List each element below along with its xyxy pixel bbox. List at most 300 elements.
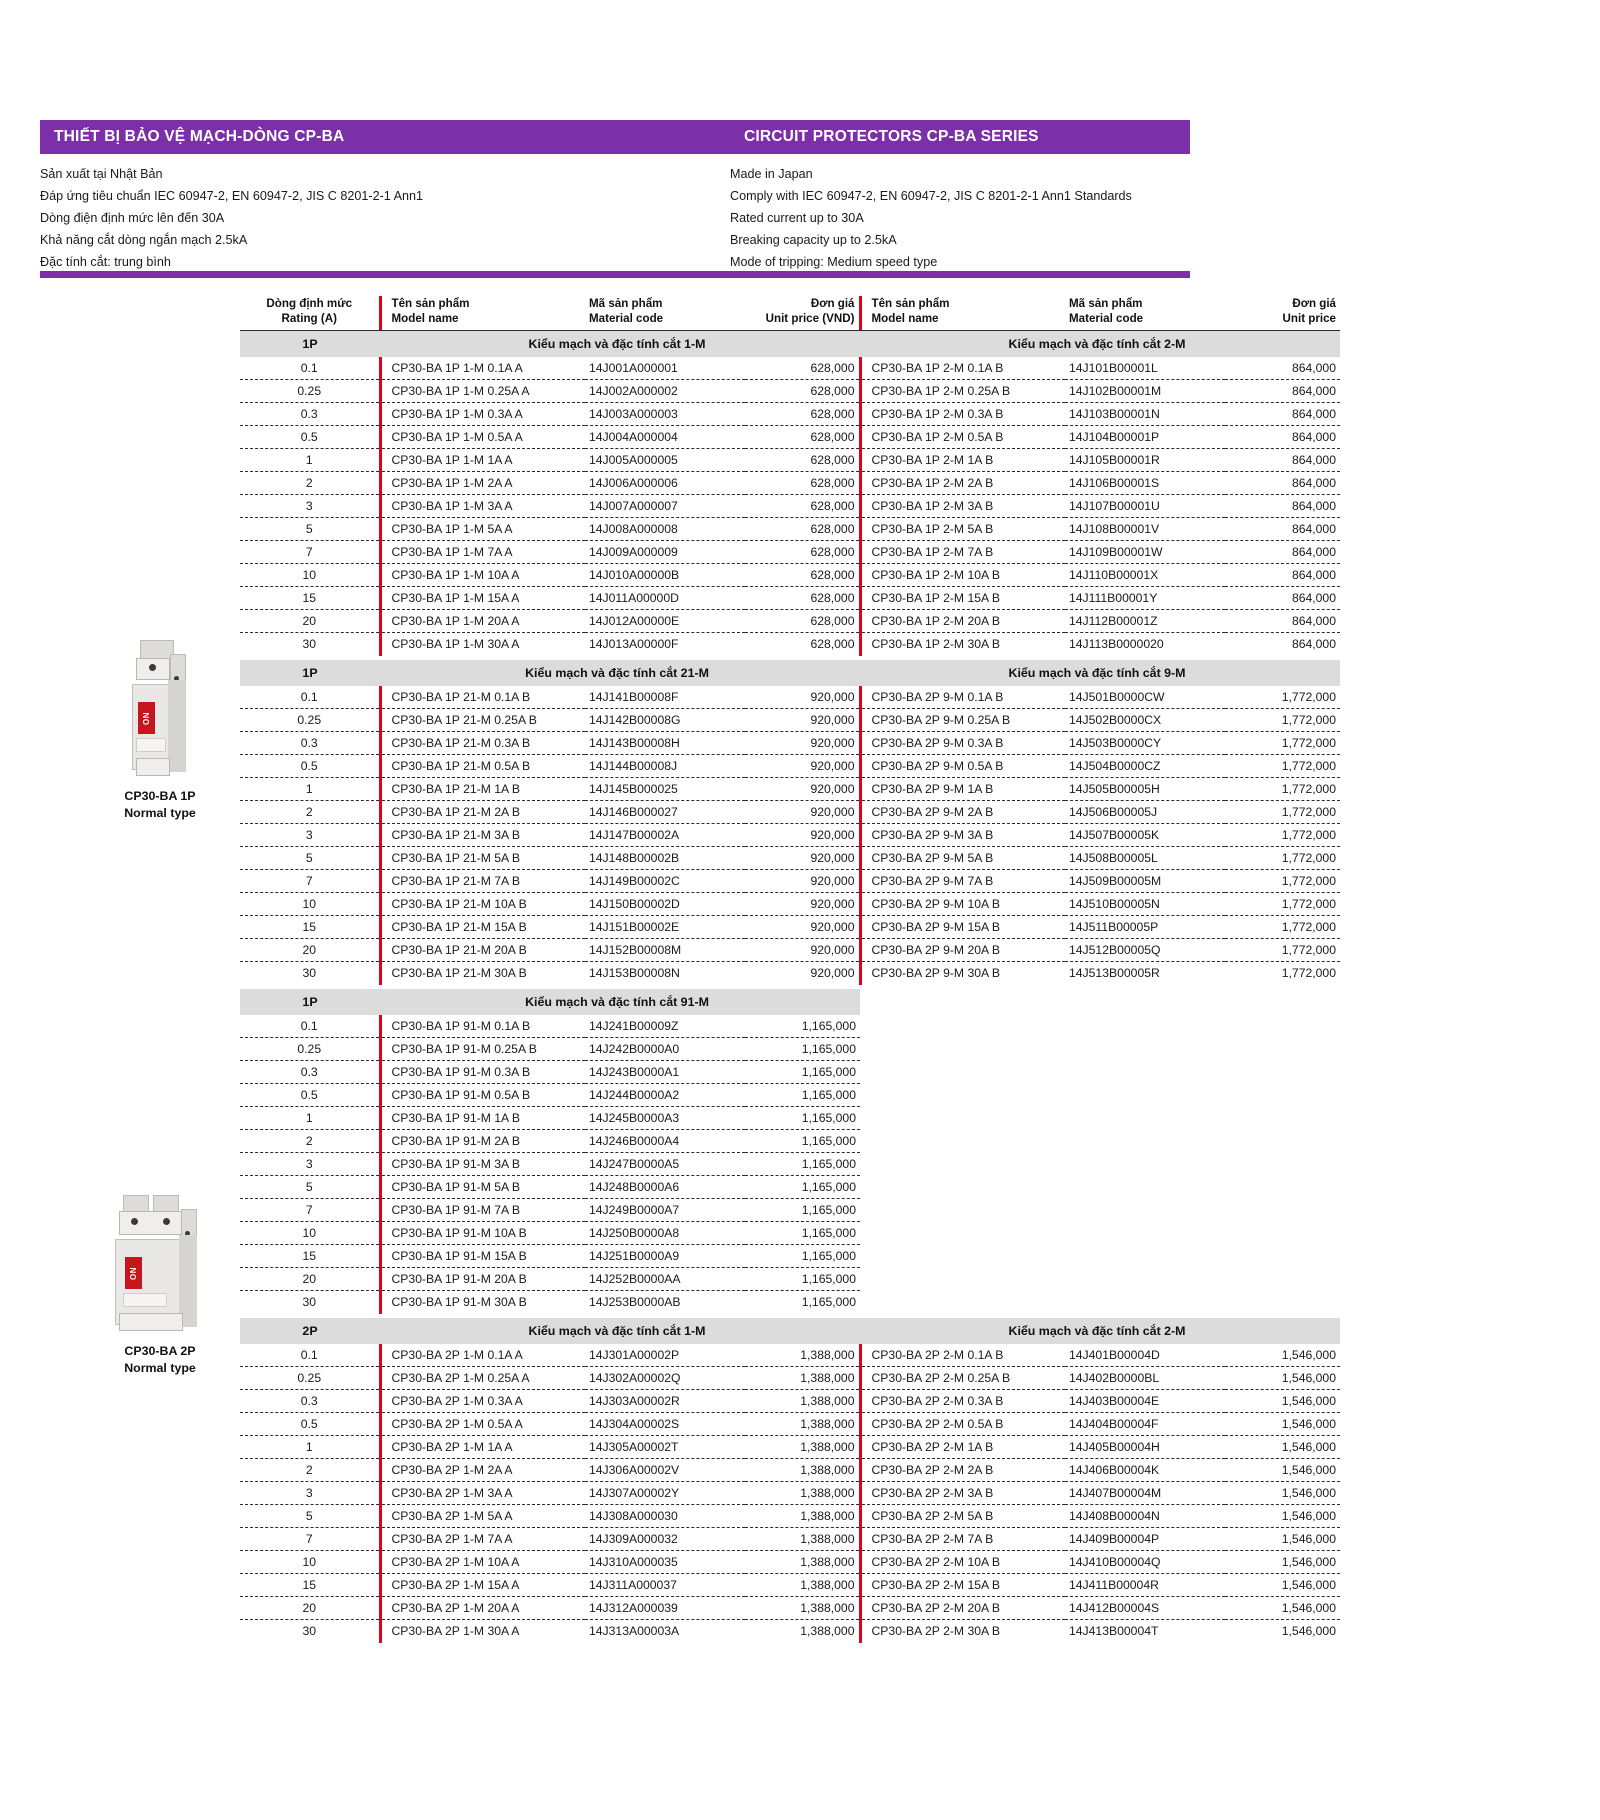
cell-empty: [860, 1245, 1065, 1268]
cell-model-right: CP30-BA 1P 2-M 10A B: [860, 564, 1065, 587]
cell-rating: 20: [240, 1268, 380, 1291]
cell-rating: 3: [240, 824, 380, 847]
cell-empty: [1065, 1153, 1225, 1176]
cell-price-left: 628,000: [745, 610, 860, 633]
cell-price-left: 1,388,000: [745, 1344, 860, 1367]
cell-rating: 5: [240, 518, 380, 541]
cell-model-right: CP30-BA 2P 9-M 3A B: [860, 824, 1065, 847]
cell-price-right: 864,000: [1225, 587, 1340, 610]
cell-model-left: CP30-BA 1P 91-M 10A B: [380, 1222, 585, 1245]
cell-price-left: 628,000: [745, 357, 860, 380]
cell-code-right: 14J105B00001R: [1065, 449, 1225, 472]
cell-empty: [1065, 1176, 1225, 1199]
cell-price-right: 864,000: [1225, 357, 1340, 380]
subtext-vi-line: Dòng điện định mức lên đến 30A: [40, 211, 225, 225]
figure-caption-1p: [55, 788, 265, 822]
cell-empty: [860, 1130, 1065, 1153]
table-row: [240, 610, 1340, 633]
cell-rating: 2: [240, 1459, 380, 1482]
cell-model-left: CP30-BA 1P 91-M 2A B: [380, 1130, 585, 1153]
cell-price-right: 864,000: [1225, 495, 1340, 518]
cell-code-right: 14J513B00005R: [1069, 966, 1160, 981]
cell-code-right: 14J106B00001S: [1065, 472, 1225, 495]
cell-code-right: 14J410B00004Q: [1065, 1551, 1225, 1574]
table-row: [240, 1061, 1340, 1084]
cell-empty: [1065, 1107, 1225, 1130]
cell-price-left: 628,000: [745, 541, 860, 564]
cell-price-left: 1,165,000: [745, 1084, 860, 1107]
cell-model-left: CP30-BA 1P 1-M 5A A: [380, 518, 585, 541]
col-header-model-en: Model name: [391, 312, 459, 325]
table-row: [240, 1245, 1340, 1268]
cell-price-right: 864,000: [1291, 637, 1336, 652]
cell-price-left: 628,000: [810, 637, 855, 652]
cell-price-right: 864,000: [1225, 564, 1340, 587]
header-subtext-row: [40, 163, 1190, 273]
cell-model-left: CP30-BA 1P 21-M 0.3A B: [380, 732, 585, 755]
cell-model-right: CP30-BA 2P 9-M 1A B: [860, 778, 1065, 801]
cell-empty: [1225, 1199, 1340, 1222]
cell-code-left: 14J248B0000A6: [585, 1176, 745, 1199]
cell-price-left: 1,388,000: [745, 1482, 860, 1505]
cell-code-left: 14J149B00002C: [585, 870, 745, 893]
table-body: [240, 331, 1340, 1643]
cell-price-right: 1,772,000: [1281, 966, 1336, 981]
cell-model-right: CP30-BA 2P 9-M 7A B: [860, 870, 1065, 893]
cell-price-right: 1,772,000: [1225, 870, 1340, 893]
cell-price-right: 864,000: [1225, 610, 1340, 633]
cell-code-left: 14J153B00008N: [589, 966, 680, 981]
cell-code-right: 14J412B00004S: [1065, 1597, 1225, 1620]
col-header-model-left: [380, 296, 585, 330]
cell-model-left: CP30-BA 2P 1-M 2A A: [380, 1459, 585, 1482]
cell-code-left: 14J242B0000A0: [585, 1038, 745, 1061]
cell-price-right: 1,546,000: [1225, 1367, 1340, 1390]
table-row: [240, 1344, 1340, 1367]
table-row: [240, 472, 1340, 495]
cell-price-left: 628,000: [745, 518, 860, 541]
subtext-english: [730, 163, 1190, 273]
cell-model-left: CP30-BA 1P 1-M 10A A: [380, 564, 585, 587]
cell-price-left: 1,165,000: [745, 1107, 860, 1130]
cell-rating: 0.1: [240, 1015, 380, 1038]
cell-model-right: CP30-BA 1P 2-M 0.3A B: [860, 403, 1065, 426]
cell-price-left: 1,388,000: [745, 1436, 860, 1459]
cell-rating: 0.25: [240, 709, 380, 732]
cell-code-right: 14J408B00004N: [1065, 1505, 1225, 1528]
cell-model-right: CP30-BA 1P 2-M 0.5A B: [860, 426, 1065, 449]
table-row: [240, 1176, 1340, 1199]
cell-model-right: CP30-BA 2P 9-M 20A B: [860, 939, 1065, 962]
cell-empty: [1065, 1291, 1225, 1314]
product-figure-2p: [55, 1195, 265, 1377]
cell-code-right: 14J503B0000CY: [1065, 732, 1225, 755]
cell-empty: [860, 1222, 1065, 1245]
cell-price-left: 920,000: [745, 893, 860, 916]
cell-code-right: 14J107B00001U: [1065, 495, 1225, 518]
cell-model-left: CP30-BA 1P 91-M 30A B: [380, 1291, 585, 1314]
cell-code-left: 14J011A00000D: [585, 587, 745, 610]
table-row: [240, 1574, 1340, 1597]
section-title-left: Kiểu mạch và đặc tính cắt 21-M: [380, 660, 860, 686]
cell-model-right: CP30-BA 1P 2-M 3A B: [860, 495, 1065, 518]
cell-price-left: 920,000: [745, 686, 860, 709]
cell-price-left: 920,000: [745, 824, 860, 847]
section-header-row: [240, 1318, 1340, 1344]
table-row: [240, 939, 1340, 962]
subtext-en-line: Made in Japan: [730, 167, 813, 181]
cell-model-right: CP30-BA 2P 9-M 2A B: [860, 801, 1065, 824]
cell-code-left: 14J147B00002A: [585, 824, 745, 847]
cell-model-right: CP30-BA 2P 9-M 0.25A B: [860, 709, 1065, 732]
cell-model-right: CP30-BA 2P 2-M 30A B: [860, 1620, 1065, 1643]
cell-price-right: 1,772,000: [1225, 686, 1340, 709]
cell-model-right: CP30-BA 2P 9-M 0.5A B: [860, 755, 1065, 778]
cell-empty: [1225, 1130, 1340, 1153]
cell-model-right: CP30-BA 1P 2-M 0.1A B: [860, 357, 1065, 380]
cell-rating: 0.5: [240, 426, 380, 449]
cell-price-left: 1,165,000: [745, 1153, 860, 1176]
cell-empty: [860, 1199, 1065, 1222]
section-title-left: Kiểu mạch và đặc tính cắt 1-M: [380, 331, 860, 357]
table-row: [240, 893, 1340, 916]
cell-rating: 3: [240, 495, 380, 518]
cell-model-left: CP30-BA 2P 1-M 0.1A A: [380, 1344, 585, 1367]
subtext-vi-line: Sản xuất tại Nhật Bản: [40, 167, 163, 181]
cell-model-right: CP30-BA 2P 2-M 0.25A B: [860, 1367, 1065, 1390]
table-row: [240, 1482, 1340, 1505]
cell-price-left: 1,165,000: [745, 1176, 860, 1199]
cell-empty: [1065, 1061, 1225, 1084]
cell-code-right: 14J501B0000CW: [1065, 686, 1225, 709]
cell-price-left: 628,000: [745, 472, 860, 495]
cell-code-left: 14J312A000039: [585, 1597, 745, 1620]
banner-english: [730, 120, 1190, 154]
cell-rating: 30: [302, 637, 317, 652]
cell-code-left: 14J151B00002E: [585, 916, 745, 939]
cell-rating: 0.25: [240, 1367, 380, 1390]
cell-code-right: 14J507B00005K: [1065, 824, 1225, 847]
table-row: [240, 587, 1340, 610]
cell-rating: 3: [240, 1153, 380, 1176]
cell-code-left: 14J008A000008: [585, 518, 745, 541]
table-row: [240, 1505, 1340, 1528]
table-row: [240, 870, 1340, 893]
cell-code-right: 14J506B00005J: [1065, 801, 1225, 824]
table-row: [240, 1390, 1340, 1413]
cell-code-left: 14J006A000006: [585, 472, 745, 495]
cell-model-left: CP30-BA 1P 21-M 1A B: [380, 778, 585, 801]
cell-price-right: 1,772,000: [1225, 847, 1340, 870]
cell-code-right: 14J108B00001V: [1065, 518, 1225, 541]
cell-code-left: 14J010A00000B: [585, 564, 745, 587]
cell-rating: 2: [240, 472, 380, 495]
cell-price-left: 628,000: [745, 426, 860, 449]
cell-empty: [1225, 1291, 1340, 1314]
cell-price-left: 920,000: [745, 847, 860, 870]
cell-price-right: 1,546,000: [1225, 1528, 1340, 1551]
cell-price-right: 1,546,000: [1225, 1459, 1340, 1482]
cell-price-right: 1,546,000: [1225, 1482, 1340, 1505]
section-title-right-empty: [860, 989, 1340, 1015]
cell-price-right: 1,772,000: [1225, 939, 1340, 962]
section-header-row: [240, 989, 1340, 1015]
col-header-rating: [240, 296, 380, 330]
cell-model-right: CP30-BA 1P 2-M 30A B: [860, 633, 1065, 656]
cell-model-right: CP30-BA 2P 9-M 10A B: [860, 893, 1065, 916]
cell-rating: 10: [240, 1222, 380, 1245]
col-header-price-vi: Đơn giá: [1292, 297, 1336, 310]
cell-price-right: 1,546,000: [1225, 1344, 1340, 1367]
figure-caption-2p-line2: Normal type: [124, 1361, 196, 1375]
cell-rating: 5: [240, 1505, 380, 1528]
section-title-left: Kiểu mạch và đặc tính cắt 91-M: [380, 989, 860, 1015]
cell-model-left: CP30-BA 1P 1-M 0.5A A: [380, 426, 585, 449]
device-illustration-2p: [101, 1195, 219, 1335]
cell-price-right: 864,000: [1225, 518, 1340, 541]
subtext-en-line: Breaking capacity up to 2.5kA: [730, 233, 897, 247]
cell-model-right: CP30-BA 2P 2-M 0.1A B: [860, 1344, 1065, 1367]
product-figure-1p: [55, 640, 265, 822]
cell-code-right: 14J112B00001Z: [1065, 610, 1225, 633]
cell-price-right: 1,772,000: [1225, 778, 1340, 801]
cell-code-left: 14J007A000007: [585, 495, 745, 518]
cell-empty: [1065, 1222, 1225, 1245]
cell-price-left: 1,388,000: [745, 1597, 860, 1620]
cell-price-right: 1,772,000: [1225, 732, 1340, 755]
cell-model-left: CP30-BA 1P 1-M 1A A: [380, 449, 585, 472]
cell-code-right: 14J102B00001M: [1065, 380, 1225, 403]
cell-price-left: 1,388,000: [745, 1413, 860, 1436]
section-pole-label: 2P: [240, 1318, 380, 1344]
cell-code-left: 14J305A00002T: [585, 1436, 745, 1459]
col-header-code-left: [585, 296, 745, 330]
table-row: [240, 1107, 1340, 1130]
cell-model-right: CP30-BA 1P 2-M 7A B: [860, 541, 1065, 564]
cell-price-right: 1,546,000: [1225, 1436, 1340, 1459]
cell-price-right: 864,000: [1225, 426, 1340, 449]
cell-price-left: 920,000: [745, 870, 860, 893]
figure-caption-2p-line1: CP30-BA 2P: [124, 1344, 196, 1358]
col-header-price-right: [1225, 296, 1340, 330]
table-row: [240, 732, 1340, 755]
cell-model-left: CP30-BA 2P 1-M 5A A: [380, 1505, 585, 1528]
table-row: [240, 1459, 1340, 1482]
cell-price-right: 864,000: [1225, 380, 1340, 403]
table-row: [240, 449, 1340, 472]
cell-empty: [860, 1291, 1065, 1314]
cell-code-right: 14J406B00004K: [1065, 1459, 1225, 1482]
col-header-code-vi: Mã sản phẩm: [1069, 297, 1143, 310]
cell-model-left: CP30-BA 2P 1-M 30A A: [380, 1620, 585, 1643]
cell-model-left: CP30-BA 2P 1-M 20A A: [380, 1597, 585, 1620]
header-title-vi: THIẾT BỊ BẢO VỆ MẠCH-DÒNG CP-BA: [54, 128, 345, 145]
col-header-code-right: [1065, 296, 1225, 330]
cell-code-right: 14J411B00004R: [1065, 1574, 1225, 1597]
cell-price-left: 1,388,000: [800, 1624, 855, 1639]
cell-price-left: 1,388,000: [745, 1574, 860, 1597]
table-row: [240, 709, 1340, 732]
cell-empty: [860, 1061, 1065, 1084]
figure-caption-1p-line1: CP30-BA 1P: [124, 789, 196, 803]
cell-price-left: 1,388,000: [745, 1551, 860, 1574]
cell-rating: 0.1: [240, 357, 380, 380]
table-row: [240, 1222, 1340, 1245]
cell-code-right: 14J101B00001L: [1065, 357, 1225, 380]
cell-code-right: 14J407B00004M: [1065, 1482, 1225, 1505]
cell-code-right: 14J505B00005H: [1065, 778, 1225, 801]
cell-code-left: 14J005A000005: [585, 449, 745, 472]
cell-empty: [1225, 1245, 1340, 1268]
cell-model-left: CP30-BA 2P 1-M 1A A: [380, 1436, 585, 1459]
table-row: [240, 1413, 1340, 1436]
cell-model-left: CP30-BA 1P 91-M 20A B: [380, 1268, 585, 1291]
cell-price-right: 864,000: [1225, 541, 1340, 564]
cell-rating: 10: [240, 1551, 380, 1574]
cell-model-left: CP30-BA 1P 1-M 30A A: [380, 633, 585, 656]
cell-price-left: 920,000: [745, 709, 860, 732]
cell-rating: 7: [240, 1199, 380, 1222]
table-row: [240, 801, 1340, 824]
cell-code-left: 14J303A00002R: [585, 1390, 745, 1413]
table-row: [240, 403, 1340, 426]
cell-model-left: CP30-BA 1P 21-M 10A B: [380, 893, 585, 916]
cell-model-right: CP30-BA 1P 2-M 15A B: [860, 587, 1065, 610]
cell-empty: [1065, 1268, 1225, 1291]
cell-code-right: 14J403B00004E: [1065, 1390, 1225, 1413]
cell-empty: [1225, 1107, 1340, 1130]
cell-code-left: 14J148B00002B: [585, 847, 745, 870]
cell-rating: 0.25: [240, 380, 380, 403]
cell-rating: 15: [240, 1574, 380, 1597]
table-row: [240, 1291, 1340, 1314]
cell-model-right: CP30-BA 2P 9-M 0.1A B: [860, 686, 1065, 709]
cell-price-left: 920,000: [745, 778, 860, 801]
table-row: [240, 1551, 1340, 1574]
cell-model-left: CP30-BA 1P 1-M 3A A: [380, 495, 585, 518]
cell-model-left: CP30-BA 2P 1-M 0.5A A: [380, 1413, 585, 1436]
cell-rating: 1: [240, 1436, 380, 1459]
table-row: [240, 916, 1340, 939]
cell-code-right: 14J512B00005Q: [1065, 939, 1225, 962]
cell-price-left: 920,000: [745, 939, 860, 962]
table-row: [240, 686, 1340, 709]
col-header-code-en: Material code: [589, 312, 664, 325]
table-row: [240, 426, 1340, 449]
cell-model-right: CP30-BA 2P 2-M 5A B: [860, 1505, 1065, 1528]
table-row: [240, 1130, 1340, 1153]
cell-empty: [1225, 1038, 1340, 1061]
table-row: [240, 1038, 1340, 1061]
cell-model-right: CP30-BA 2P 2-M 2A B: [860, 1459, 1065, 1482]
cell-price-right: 1,772,000: [1225, 755, 1340, 778]
table-row: [240, 1153, 1340, 1176]
cell-price-left: 628,000: [745, 495, 860, 518]
cell-model-right: CP30-BA 1P 2-M 20A B: [860, 610, 1065, 633]
cell-empty: [1225, 1222, 1340, 1245]
subtext-en-line: Comply with IEC 60947-2, EN 60947-2, JIS C 8201-2-1 Ann1 Standards: [730, 189, 1132, 203]
cell-price-left: 628,000: [745, 564, 860, 587]
col-header-model-vi: Tên sản phẩm: [391, 297, 470, 310]
cell-code-left: 14J013A00000F: [589, 637, 679, 652]
col-header-rating-en: Rating (A): [281, 312, 337, 325]
col-header-code-vi: Mã sản phẩm: [589, 297, 663, 310]
cell-code-left: 14J003A000003: [585, 403, 745, 426]
cell-rating: 30: [302, 966, 317, 981]
cell-model-left: CP30-BA 2P 1-M 3A A: [380, 1482, 585, 1505]
col-header-model-right: [860, 296, 1065, 330]
cell-rating: 0.5: [240, 1413, 380, 1436]
cell-rating: 20: [240, 939, 380, 962]
cell-price-right: 1,772,000: [1225, 916, 1340, 939]
cell-code-right: 14J404B00004F: [1065, 1413, 1225, 1436]
cell-code-left: 14J144B00008J: [585, 755, 745, 778]
cell-empty: [1225, 1084, 1340, 1107]
cell-code-left: 14J145B000025: [585, 778, 745, 801]
cell-code-left: 14J304A00002S: [585, 1413, 745, 1436]
cell-price-right: 1,546,000: [1225, 1505, 1340, 1528]
cell-model-left: CP30-BA 2P 1-M 10A A: [380, 1551, 585, 1574]
cell-model-left: CP30-BA 1P 21-M 30A B: [380, 962, 585, 985]
section-header-row: [240, 660, 1340, 686]
col-header-code-en: Material code: [1069, 312, 1144, 325]
cell-price-right: 1,546,000: [1281, 1624, 1336, 1639]
cell-price-left: 1,165,000: [801, 1295, 856, 1310]
table-row: [240, 1015, 1340, 1038]
table-row: [240, 1436, 1340, 1459]
cell-code-left: 14J245B0000A3: [585, 1107, 745, 1130]
cell-rating: 1: [240, 1107, 380, 1130]
cell-price-right: 864,000: [1225, 403, 1340, 426]
cell-rating: 7: [240, 1528, 380, 1551]
cell-code-left: 14J141B00008F: [585, 686, 745, 709]
cell-model-left: CP30-BA 1P 91-M 15A B: [380, 1245, 585, 1268]
cell-code-left: 14J253B0000AB: [589, 1295, 681, 1310]
cell-code-left: 14J150B00002D: [585, 893, 745, 916]
cell-model-left: CP30-BA 1P 1-M 0.25A A: [380, 380, 585, 403]
cell-price-right: 864,000: [1225, 472, 1340, 495]
table-row: [240, 495, 1340, 518]
cell-model-right: CP30-BA 2P 2-M 0.5A B: [860, 1413, 1065, 1436]
table-row: [240, 1199, 1340, 1222]
subtext-vi-line: Đặc tính cắt: trung bình: [40, 255, 171, 269]
figure-caption-1p-line2: Normal type: [124, 806, 196, 820]
cell-price-left: 1,165,000: [745, 1222, 860, 1245]
cell-rating: 15: [240, 587, 380, 610]
cell-model-left: CP30-BA 1P 21-M 0.5A B: [380, 755, 585, 778]
table-row: [240, 1367, 1340, 1390]
cell-model-left: CP30-BA 1P 91-M 5A B: [380, 1176, 585, 1199]
cell-rating: 2: [240, 801, 380, 824]
cell-code-left: 14J310A000035: [585, 1551, 745, 1574]
cell-price-right: 1,772,000: [1225, 824, 1340, 847]
table-row: [240, 1528, 1340, 1551]
cell-code-right: 14J402B0000BL: [1065, 1367, 1225, 1390]
header-title-en: CIRCUIT PROTECTORS CP-BA SERIES: [744, 128, 1039, 145]
cell-model-left: CP30-BA 1P 91-M 0.3A B: [380, 1061, 585, 1084]
table-row: [240, 1597, 1340, 1620]
table-row: [240, 1084, 1340, 1107]
cell-price-right: 1,546,000: [1225, 1390, 1340, 1413]
cell-price-right: 1,546,000: [1225, 1551, 1340, 1574]
cell-empty: [1065, 1199, 1225, 1222]
cell-price-left: 920,000: [745, 732, 860, 755]
cell-rating: 0.3: [240, 403, 380, 426]
cell-model-left: CP30-BA 1P 21-M 20A B: [380, 939, 585, 962]
col-header-price-left: [745, 296, 860, 330]
cell-model-right: CP30-BA 2P 9-M 15A B: [860, 916, 1065, 939]
cell-model-left: CP30-BA 1P 21-M 5A B: [380, 847, 585, 870]
